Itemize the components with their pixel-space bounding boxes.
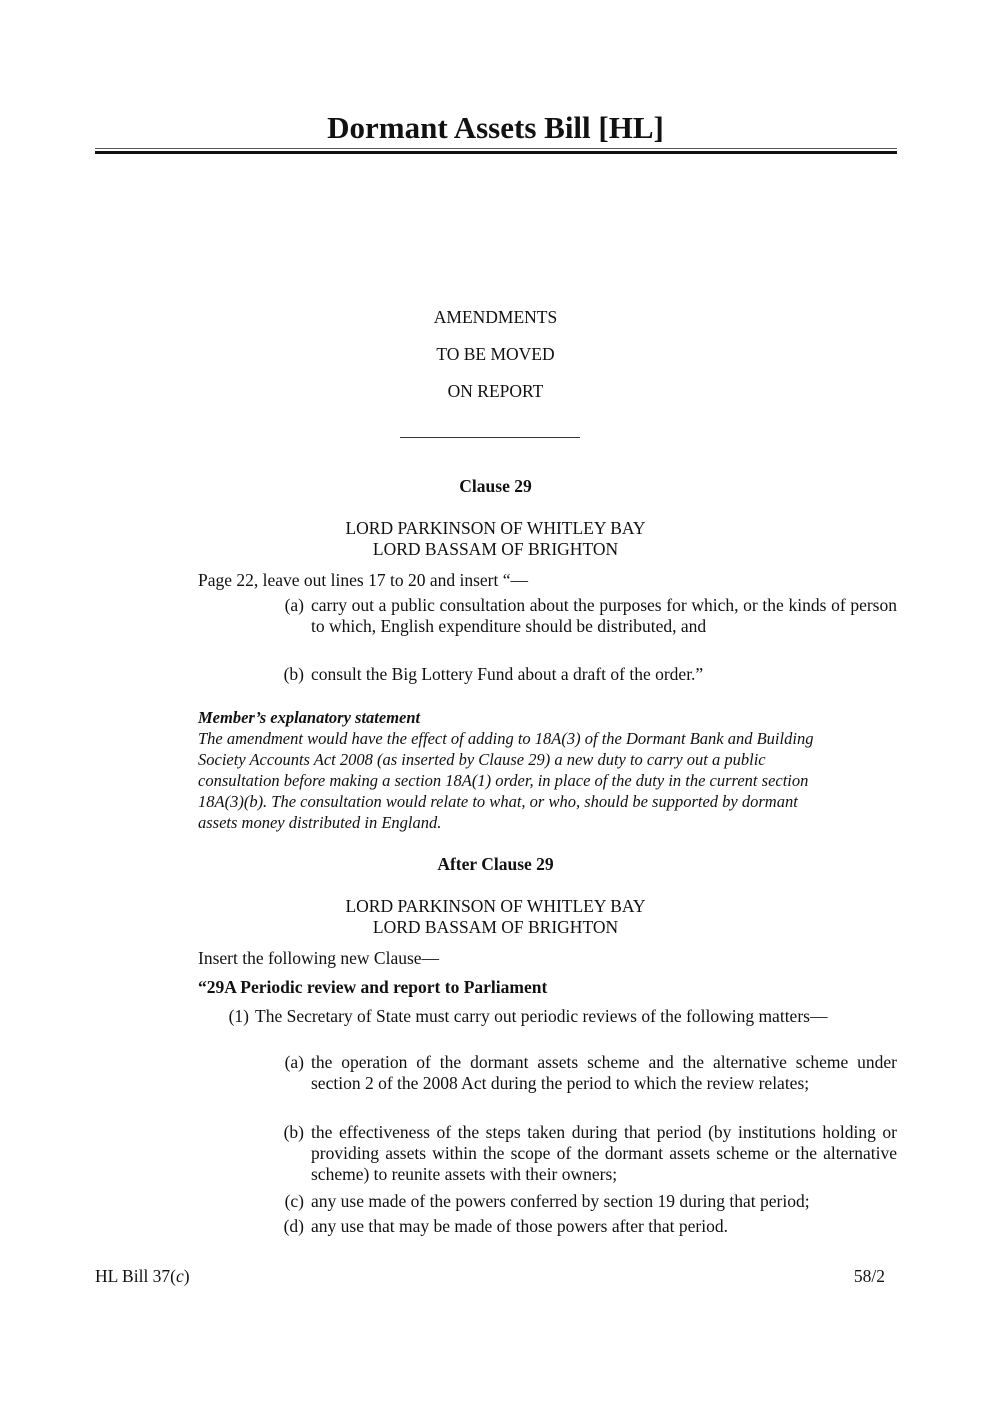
item-text: any use that may be made of those powers after that period. xyxy=(311,1216,728,1236)
explanatory-statement-line: consultation before making a section 18A(1) order, in place of the duty in the current section xyxy=(198,771,809,790)
item-text: any use made of the powers conferred by section 19 during that period; xyxy=(311,1191,810,1211)
mover-name: LORD BASSAM OF BRIGHTON xyxy=(372,539,619,559)
cover-line-3: ON REPORT xyxy=(447,381,544,401)
new-clause-title: “29A Periodic review and report to Parliament xyxy=(198,977,548,997)
document-title: Dormant Assets Bill [HL] xyxy=(327,110,664,145)
separator-rule xyxy=(400,437,580,438)
explanatory-statement-line: 18A(3)(b). The consultation would relate to what, or who, should be supported by dormant xyxy=(198,792,798,811)
bill-number xyxy=(95,1266,190,1287)
bill-number-close: ) xyxy=(183,1266,190,1286)
clause-heading: Clause 29 xyxy=(459,476,532,496)
item-label: (a) xyxy=(284,595,304,615)
amendment-instruction: Page 22, leave out lines 17 to 20 and insert “— xyxy=(198,570,528,590)
amendment-instruction: Insert the following new Clause— xyxy=(198,948,440,968)
bill-number-suffix-letter: c xyxy=(176,1266,184,1286)
item-text: the operation of the dormant assets scheme and the alternative scheme under section 2 of the 2008 Act during the period to which the review relates; xyxy=(311,1052,897,1093)
mover-name: LORD BASSAM OF BRIGHTON xyxy=(372,917,619,937)
item-label: (d) xyxy=(283,1216,304,1236)
item-text: carry out a public consultation about the purposes for which, or the kinds of person to which, English expenditure should be distributed, and xyxy=(311,595,897,636)
item-label: (a) xyxy=(284,1052,304,1072)
cover-line-2: TO BE MOVED xyxy=(436,344,555,364)
item-text: consult the Big Lottery Fund about a draft of the order.” xyxy=(311,664,704,684)
subsection-text: The Secretary of State must carry out periodic reviews of the following matters— xyxy=(255,1006,828,1026)
explanatory-statement-line: Society Accounts Act 2008 (as inserted by Clause 29) a new duty to carry out a public xyxy=(198,750,766,769)
title-rule-thin xyxy=(95,148,897,149)
item-label: (b) xyxy=(283,1122,304,1142)
item-text: the effectiveness of the steps taken during that period (by institutions holding or providing assets within the scope of the dormant assets scheme or the alternative scheme) to reunite assets with their owners; xyxy=(311,1122,897,1184)
explanatory-statement-line: assets money distributed in England. xyxy=(198,813,442,832)
item-label: (b) xyxy=(283,664,304,684)
title-rule-thick xyxy=(95,151,897,154)
explanatory-statement-line: The amendment would have the effect of adding to 18A(3) of the Dormant Bank and Building xyxy=(198,729,814,748)
print-reference: 58/2 xyxy=(853,1266,885,1286)
bill-number-prefix: HL Bill 37( xyxy=(95,1266,177,1286)
cover-line-1: AMENDMENTS xyxy=(433,307,558,327)
subsection-label: (1) xyxy=(228,1006,249,1026)
clause-heading: After Clause 29 xyxy=(437,854,554,874)
explanatory-statement-heading: Member’s explanatory statement xyxy=(198,708,421,727)
mover-name: LORD PARKINSON OF WHITLEY BAY xyxy=(345,518,646,538)
mover-name: LORD PARKINSON OF WHITLEY BAY xyxy=(345,896,646,916)
item-label: (c) xyxy=(284,1191,304,1211)
